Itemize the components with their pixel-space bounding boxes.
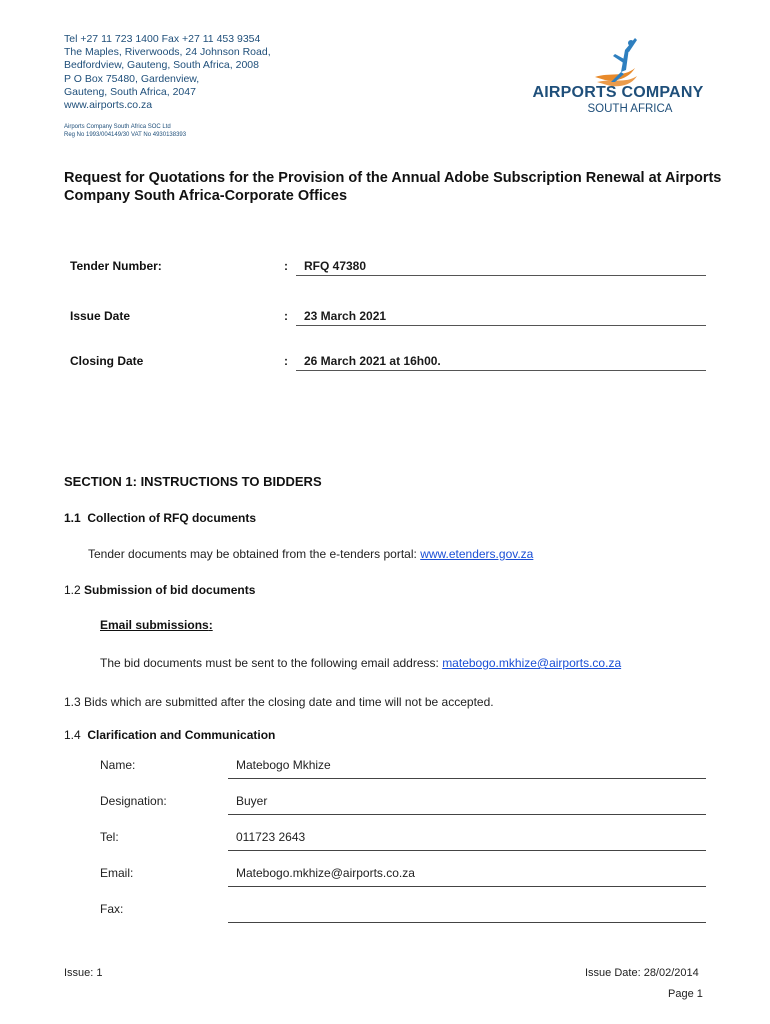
- late-bids-text: Bids which are submitted after the closing date and time will not be accepted.: [84, 695, 494, 709]
- subsection-number: 1.3: [64, 695, 81, 709]
- registration-line: Airports Company South Africa SOC Ltd: [64, 124, 171, 130]
- contact-email-label: Email:: [100, 866, 134, 880]
- footer-page-number: Page 1: [668, 988, 703, 1000]
- contact-tel-label: Tel:: [100, 830, 119, 844]
- company-address: [64, 33, 324, 112]
- address-line: Bedfordview, Gauteng, South Africa, 2008: [64, 59, 259, 72]
- address-line: Gauteng, South Africa, 2047: [64, 85, 196, 98]
- document-title: Request for Quotations for the Provision of the Annual Adobe Subscription Renewal at Airports Company South Africa-Corporate Offices: [64, 170, 722, 204]
- address-line: P O Box 75480, Gardenview,: [64, 72, 200, 85]
- tender-number-value: RFQ 47380: [296, 259, 706, 276]
- contact-designation-value: Buyer: [228, 794, 706, 815]
- subsection-number: 1.4: [64, 728, 81, 742]
- email-submissions-heading: [100, 618, 213, 632]
- company-registration: [64, 123, 186, 139]
- subsection-1-1: [64, 511, 256, 525]
- logo-subtitle: SOUTH AFRICA: [587, 103, 673, 115]
- field-colon: :: [284, 354, 288, 368]
- address-line: The Maples, Riverwoods, 24 Johnson Road,: [64, 46, 271, 59]
- address-line: Tel +27 11 723 1400 Fax +27 11 453 9354: [64, 33, 261, 45]
- contact-tel-value: 011723 2643: [228, 830, 706, 851]
- subsection-number: 1.1: [64, 511, 81, 525]
- issue-date-label: Issue Date: [70, 309, 131, 323]
- tender-number-label: Tender Number:: [70, 259, 162, 273]
- footer-issue-date: Issue Date: 28/02/2014: [585, 967, 699, 979]
- contact-email-value: Matebogo.mkhize@airports.co.za: [228, 866, 706, 887]
- subsection-title: Clarification and Communication: [87, 728, 276, 742]
- closing-date-label: Closing Date: [70, 354, 144, 368]
- submission-text: [100, 656, 621, 670]
- collection-sentence: Tender documents may be obtained from the e-tenders portal:: [88, 547, 421, 561]
- registration-line: Reg No 1993/004149/30 VAT No 4930138393: [64, 132, 187, 138]
- email-submissions-label: Email submissions: [100, 618, 209, 632]
- subsection-number: 1.2: [64, 583, 81, 597]
- subsection-title: Collection of RFQ documents: [87, 511, 257, 525]
- logo-name: AIRPORTS COMPANY: [532, 84, 704, 101]
- contact-fax-value: [228, 902, 706, 923]
- subsection-1-4: [64, 728, 275, 742]
- collection-text: [88, 547, 533, 561]
- closing-date-value: 26 March 2021 at 16h00.: [296, 354, 706, 371]
- contact-name-label: Name:: [100, 758, 136, 772]
- issue-date-value: 23 March 2021: [296, 309, 706, 326]
- footer-issue: Issue: 1: [64, 967, 103, 979]
- heading-colon: :: [208, 618, 213, 632]
- submission-email-link[interactable]: matebogo.mkhize@airports.co.za: [442, 656, 622, 670]
- subsection-title: Submission of bid documents: [84, 583, 256, 597]
- field-colon: :: [284, 259, 288, 273]
- subsection-1-3: [64, 695, 494, 709]
- field-colon: :: [284, 309, 288, 323]
- address-line: www.airports.co.za: [64, 99, 153, 112]
- etenders-link[interactable]: www.etenders.gov.za: [420, 547, 534, 561]
- contact-designation-label: Designation:: [100, 794, 167, 808]
- contact-name-value: Matebogo Mkhize: [228, 758, 706, 779]
- section-heading: SECTION 1: INSTRUCTIONS TO BIDDERS: [64, 474, 322, 489]
- submission-sentence: The bid documents must be sent to the following email address:: [100, 656, 443, 670]
- subsection-1-2: [64, 583, 255, 597]
- contact-fax-label: Fax:: [100, 902, 124, 916]
